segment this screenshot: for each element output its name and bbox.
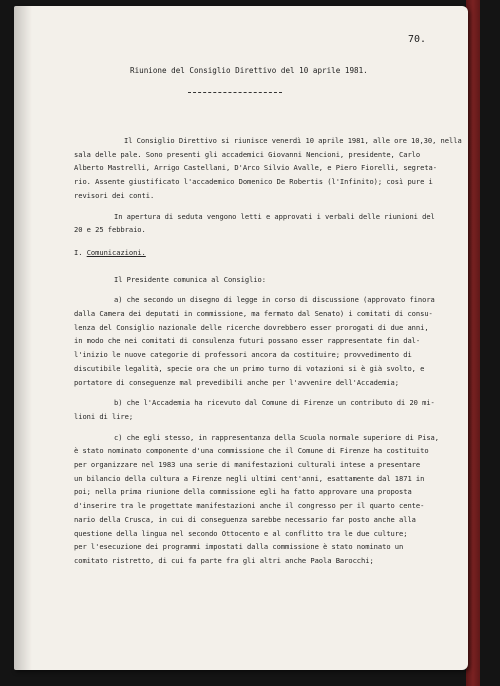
item-a-paragraph bbox=[74, 293, 454, 389]
intro-paragraph bbox=[74, 273, 454, 287]
text-line: è stato nominato componente d'una commissione che il Comune di Firenze ha costituito bbox=[74, 446, 429, 456]
binder-cover-edge bbox=[466, 0, 480, 686]
text-line: a) che secondo un disegno di legge in corso di discussione (approvato finora bbox=[114, 295, 435, 305]
text-line: Il Presidente comunica al Consiglio: bbox=[114, 274, 266, 284]
text-line: lenza del Consiglio nazionale delle ricerche dovrebbero esser prorogati di due anni, bbox=[74, 322, 429, 332]
opening-paragraph bbox=[74, 134, 462, 203]
text-line: lioni di lire; bbox=[74, 411, 134, 421]
text-line: portatore di conseguenze mal prevedibili anche per l'avvenire dell'Accademia; bbox=[74, 377, 400, 387]
text-line: questione della lingua nel secondo Ottocento e al conflitto tra le due culture; bbox=[74, 528, 408, 538]
text-line: sala delle pale. Sono presenti gli accademici Giovanni Nencioni, presidente, Carlo bbox=[74, 149, 421, 159]
text-line: 20 e 25 febbraio. bbox=[74, 225, 146, 235]
title-underline-rule bbox=[188, 92, 282, 93]
text-line: Il Consiglio Direttivo si riunisce venerdì 10 aprile 1981, alle ore 10,30, nella bbox=[124, 136, 462, 145]
text-line: rio. Assente giustificato l'accademico Domenico De Robertis (l'Infinito); così pure i bbox=[74, 177, 433, 187]
document-page bbox=[14, 6, 468, 670]
minutes-body bbox=[74, 134, 462, 575]
text-line: comitato ristretto, di cui fa parte fra gli altri anche Paola Barocchi; bbox=[74, 555, 374, 565]
text-line: in modo che nei comitati di consulenza futuri possano esser rappresentate fin dal- bbox=[74, 336, 421, 346]
page-number: 70. bbox=[408, 34, 427, 45]
section-heading-block bbox=[74, 244, 454, 266]
text-line: revisori dei conti. bbox=[74, 190, 155, 200]
text-line: d'inserire tra le progettate manifestazioni anche il congresso per il quarto cente- bbox=[74, 501, 425, 511]
text-line: b) che l'Accademia ha ricevuto dal Comune di Firenze un contributo di 20 mi- bbox=[114, 398, 435, 408]
text-line: un bilancio della cultura a Firenze negli ultimi cent'anni, esattamente dal 1871 in bbox=[74, 473, 425, 483]
reading-paragraph bbox=[74, 210, 454, 237]
text-line: per organizzare nel 1983 una serie di manifestazioni culturali intese a presentare bbox=[74, 460, 421, 470]
meeting-title: Riunione del Consiglio Direttivo del 10 aprile 1981. bbox=[130, 66, 368, 75]
text-line: discutibile legalità, specie ora che un primo turno di votazioni si è già svolto, e bbox=[74, 363, 425, 373]
text-line: c) che egli stesso, in rappresentanza della Scuola normale superiore di Pisa, bbox=[114, 432, 440, 442]
text-line: In apertura di seduta vengono letti e approvati i verbali delle riunioni del bbox=[114, 211, 435, 221]
text-line: per l'esecuzione dei programmi impostati dalla commissione è stato nominato un bbox=[74, 542, 404, 552]
section-heading: Comunicazioni. bbox=[86, 247, 146, 257]
text-line: Alberto Mastrelli, Arrigo Castellani, D'Arco Silvio Avalle, e Piero Fiorelli, segreta- bbox=[74, 163, 437, 173]
text-line: nario della Crusca, in cui di conseguenza sarebbe necessario far posto anche alla bbox=[74, 514, 416, 524]
section-number: I. bbox=[74, 247, 83, 257]
item-b-paragraph bbox=[74, 396, 454, 423]
item-c-paragraph bbox=[74, 431, 454, 568]
text-line: l'inizio le nuove categorie di professori ancora da costituire; provvedimento di bbox=[74, 350, 412, 360]
text-line: poi; nella prima riunione della commissione egli ha fatto approvare una proposta bbox=[74, 487, 412, 497]
text-line: dalla Camera dei deputati in commissione, ma fermato dal Senato) i comitati di consu- bbox=[74, 309, 433, 319]
